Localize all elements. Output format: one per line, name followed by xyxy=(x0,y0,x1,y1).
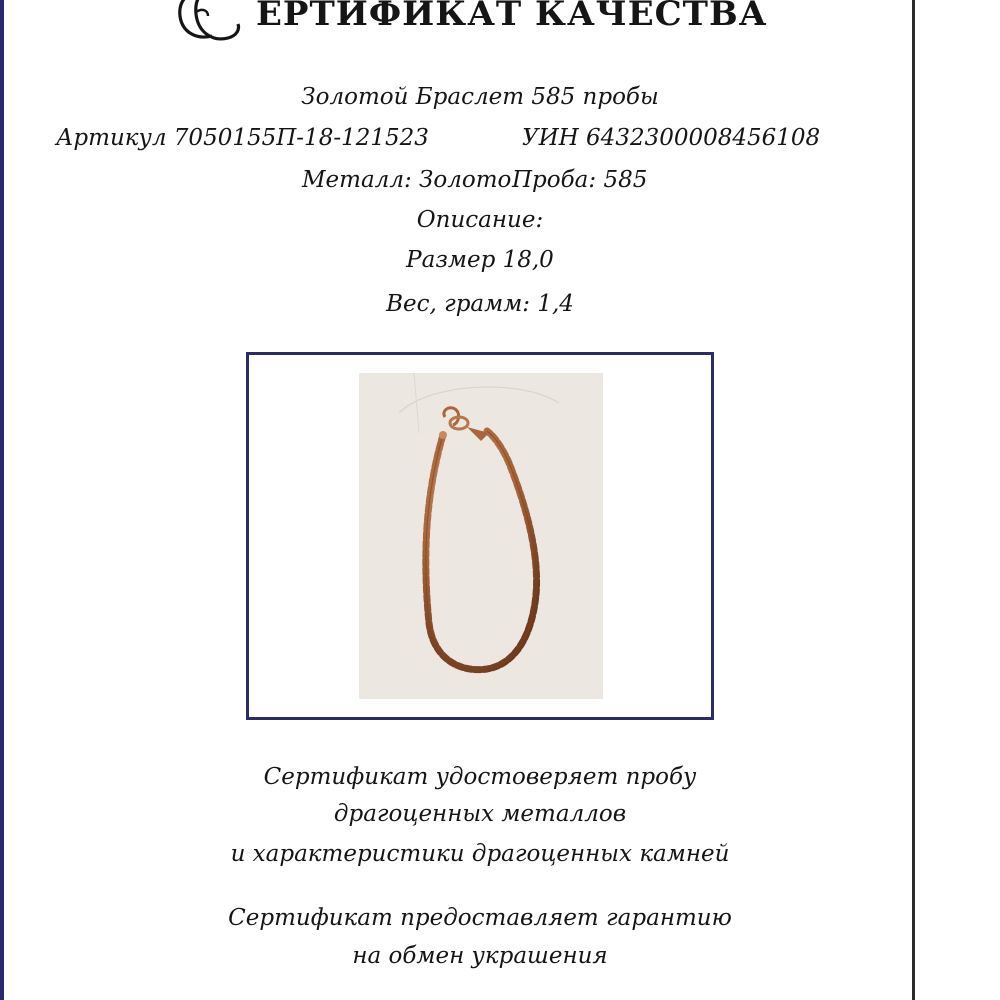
monogram-c-icon xyxy=(150,0,260,62)
guarantee-text-line-1: Сертификат предоставляет гарантию xyxy=(228,905,732,931)
probe-field: Проба: 585 xyxy=(512,167,648,193)
size-field: Размер 18,0 xyxy=(406,247,554,273)
gold-bracelet-photo xyxy=(359,373,603,699)
description-label: Описание: xyxy=(416,207,544,233)
metal-field: Металл: Золото xyxy=(302,167,512,193)
weight-field: Вес, грамм: 1,4 xyxy=(386,291,574,317)
cert-text-line-3: и характеристики драгоценных камней xyxy=(230,841,730,867)
guarantee-text-line-2: на обмен украшения xyxy=(352,943,608,969)
certificate-title: ЕРТИФИКАТ КАЧЕСТВА xyxy=(256,0,768,34)
article-number: Артикул 7050155П-18-121523 xyxy=(56,125,429,151)
uin-number: УИН 6432300008456108 xyxy=(522,125,821,151)
product-photo-frame xyxy=(246,352,714,720)
cert-text-line-2: драгоценных металлов xyxy=(333,801,627,827)
cert-text-line-1: Сертификат удостоверяет пробу xyxy=(263,764,697,790)
product-name: Золотой Браслет 585 пробы xyxy=(301,84,659,110)
